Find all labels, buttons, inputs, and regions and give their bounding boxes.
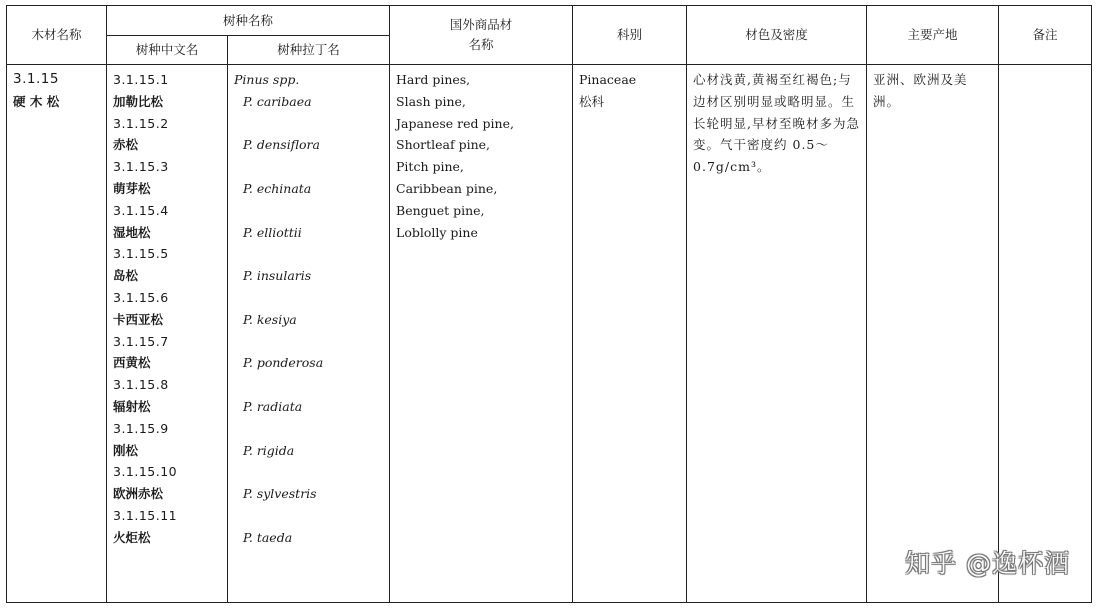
- species-code: 3.1.15.7: [113, 333, 169, 349]
- trade-name-cell: [390, 65, 573, 603]
- header-species-cn: 树种中文名: [107, 36, 228, 65]
- species-cn-name: 西黄松: [113, 355, 151, 371]
- species-latin-name: P. taeda: [243, 529, 293, 545]
- species-code: 3.1.15.1: [113, 72, 169, 87]
- species-code: 3.1.15.11: [113, 507, 178, 523]
- species-cn-name: 萌芽松: [113, 180, 151, 196]
- species-cn-name: 欧洲赤松: [113, 486, 164, 502]
- species-latin-name: P. caribaea: [243, 93, 312, 109]
- wood-name: 硬 木 松: [13, 93, 60, 109]
- species-code: 3.1.15.8: [113, 377, 169, 393]
- species-latin-name: [234, 374, 389, 396]
- header-species-group: 树种名称: [107, 6, 390, 36]
- family-cell: [573, 65, 687, 603]
- header-family: 科别: [573, 6, 687, 65]
- species-code: 3.1.15.9: [113, 420, 169, 436]
- species-cn-name: 刚松: [113, 442, 139, 458]
- header-trade-name-line1: 国外商品材: [449, 17, 513, 32]
- table-row: [7, 65, 1092, 603]
- wood-species-table: [6, 5, 1092, 603]
- color-density-text: 心材浅黄,黄褐至红褐色;与边材区别明显或略明显。生长轮明显,早材至晚材多为急变。气干密度约 0.5～0.7g/cm³。: [693, 72, 860, 175]
- origin-cell: [867, 65, 999, 603]
- species-latin-name: [234, 505, 389, 527]
- trade-name: Shortleaf pine,: [396, 137, 491, 153]
- species-code: 3.1.15.5: [113, 246, 169, 262]
- header-origin: 主要产地: [867, 6, 999, 65]
- remarks-cell: [999, 65, 1092, 603]
- trade-name: Japanese red pine,: [396, 115, 514, 131]
- species-cn-name: 赤松: [113, 137, 139, 153]
- family-cn: 松科: [579, 93, 605, 109]
- species-latin-name: P. elliottii: [243, 224, 302, 240]
- trade-name: Slash pine,: [396, 93, 466, 109]
- species-code: 3.1.15.2: [113, 115, 169, 131]
- species-latin-name: P. radiata: [243, 398, 303, 414]
- species-latin-name: [234, 287, 389, 309]
- species-code: 3.1.15.6: [113, 289, 169, 305]
- header-remarks: 备注: [999, 6, 1092, 65]
- species-latin-name: P. ponderosa: [243, 355, 324, 371]
- trade-name: Hard pines,: [396, 72, 471, 87]
- species-cn-name: 火炬松: [113, 529, 151, 545]
- species-cn-cell: [107, 65, 228, 603]
- species-latin-cell: [228, 65, 390, 603]
- watermark: 知乎 @逸杯酒: [905, 549, 1070, 578]
- trade-name: Loblolly pine: [396, 224, 478, 240]
- header-trade-name-line2: 名称: [468, 37, 494, 52]
- family-latin: Pinaceae: [579, 72, 637, 87]
- species-latin-name: [234, 331, 389, 353]
- color-density-cell: [687, 65, 867, 603]
- species-code: 3.1.15.4: [113, 202, 169, 218]
- header-color-density: 材色及密度: [687, 6, 867, 65]
- header-trade-name: [390, 6, 573, 65]
- origin-text: 亚洲、欧洲及美洲。: [873, 72, 968, 109]
- species-code: 3.1.15.10: [113, 464, 178, 480]
- species-latin-name: [234, 461, 389, 483]
- trade-name: Pitch pine,: [396, 159, 464, 175]
- trade-name: Benguet pine,: [396, 202, 485, 218]
- species-latin-name: [234, 243, 389, 265]
- species-latin-name: Pinus spp.: [234, 72, 300, 87]
- wood-code: 3.1.15: [13, 71, 59, 87]
- species-latin-name: P. densiflora: [243, 137, 320, 153]
- header-wood-name: 木材名称: [7, 6, 107, 65]
- species-cn-name: 湿地松: [113, 224, 151, 240]
- species-latin-name: P. sylvestris: [243, 486, 317, 502]
- species-latin-name: [234, 200, 389, 222]
- species-code: 3.1.15.3: [113, 159, 169, 175]
- species-latin-name: P. insularis: [243, 268, 312, 284]
- wood-name-cell: [7, 65, 107, 603]
- trade-name: Caribbean pine,: [396, 180, 498, 196]
- species-latin-name: P. rigida: [243, 442, 295, 458]
- species-latin-name: [234, 113, 389, 135]
- species-cn-name: 卡西亚松: [113, 311, 164, 327]
- species-latin-name: P. echinata: [243, 180, 312, 196]
- species-latin-name: [234, 156, 389, 178]
- species-latin-name: P. kesiya: [243, 311, 297, 327]
- species-cn-name: 岛松: [113, 268, 139, 284]
- species-cn-name: 辐射松: [113, 398, 151, 414]
- species-latin-name: [234, 418, 389, 440]
- species-cn-name: 加勒比松: [113, 93, 164, 109]
- header-species-latin: 树种拉丁名: [228, 36, 390, 65]
